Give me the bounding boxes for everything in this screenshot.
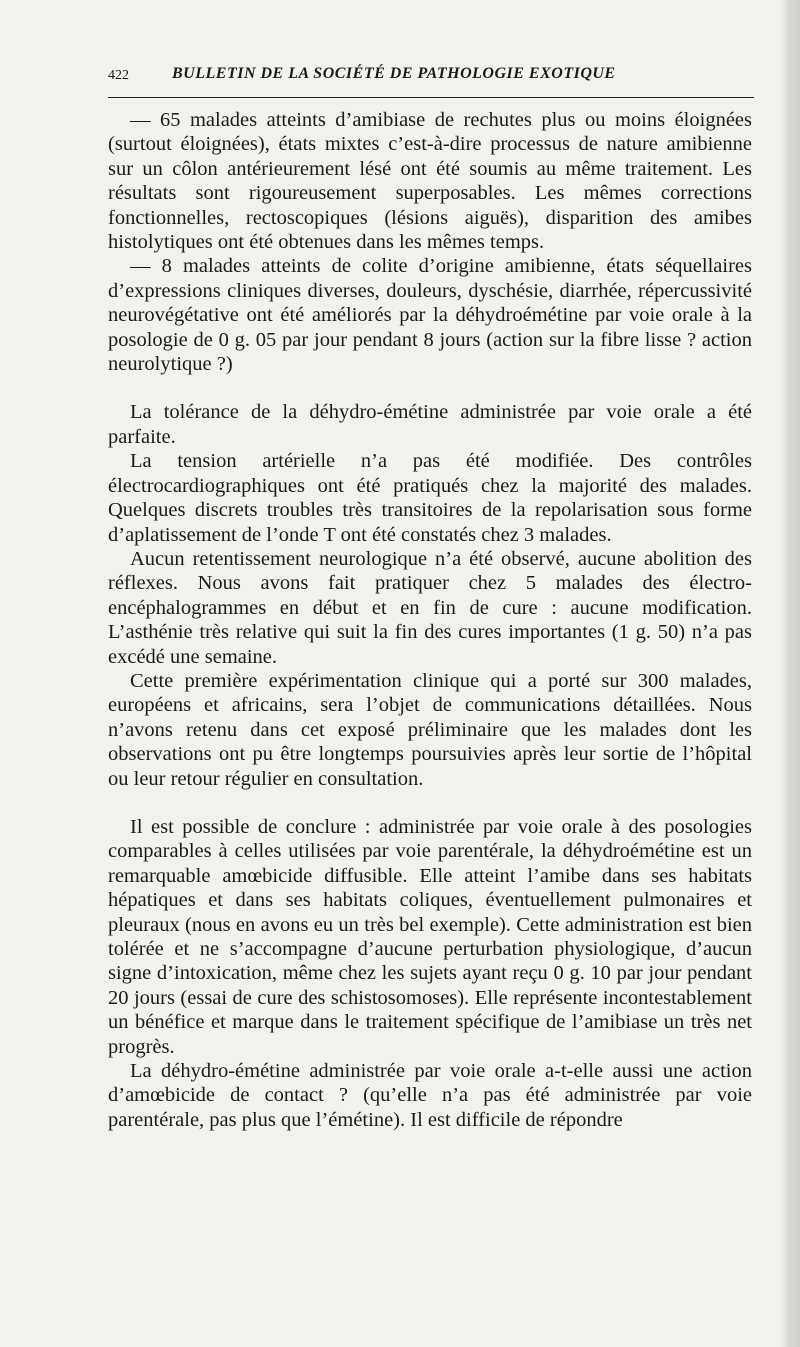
paragraph-tension-arterielle: La tension artérielle n’a pas été modifiée. Des contrôles électrocardiographiques ont été pratiqués chez la majorité des malades. Quelques discrets troubles très transitoires de la repolarisation sous forme d’aplatissement de l’onde T ont été constatés chez 3 malades.	[108, 450, 752, 546]
paragraph-conclusion: Il est possible de conclure : administrée par voie orale à des posologies comparables à celles utilisées par voie parentérale, la déhydroémétine est un remarquable amœbicide diffusible. Elle atteint l’amibe dans ses habitats hépatiques et dans ses habitats coliques, éventuellement pulmonaires et pleuraux (nous en avons eu un très bel exemple). Cette administration est bien tolérée et ne s’accompagne d’aucune perturbation physiologique, d’aucun signe d’intoxication, même chez les sujets ayant reçu 0 g. 10 par jour pendant 20 jours (essai de cure des schistosomoses). Elle représente incontestablement un bénéfice et marque dans le traitement spécifique de l’amibiase un très net progrès.	[108, 815, 752, 1058]
body-text	[108, 108, 752, 1132]
paragraph-action-contact: La déhydro-émétine administrée par voie orale a-t-elle aussi une action d’amœbicide de contact ? (qu’elle n’a pas été administrée par voie parentérale, pas plus que l’émétine). Il est difficile de répondre	[108, 1060, 752, 1131]
paragraph-experimentation: Cette première expérimentation clinique qui a porté sur 300 malades, européens et africains, sera l’objet de communications détaillées. Nous n’avons retenu dans cet exposé préliminaire que les malades dont les observations ont pu être longtemps poursuivies après leur sortie de l’hôpital ou leur retour régulier en consultation.	[108, 669, 752, 790]
page-header	[108, 64, 754, 90]
page-spine-shadow	[780, 0, 800, 1347]
paragraph-65-malades: — 65 malades atteints d’amibiase de rechutes plus ou moins éloignées (surtout éloignées), états mixtes c’est-à-dire processus de nature amibienne sur un côlon antérieurement lésé ont été soumis au même traitement. Les résultats sont rigoureusement superposables. Les mêmes corrections fonctionnelles, rectoscopiques (lésions aiguës), disparition des amibes histolytiques ont été obtenues dans les mêmes temps.	[108, 109, 752, 254]
header-rule	[108, 97, 754, 98]
page-number: 422	[108, 68, 129, 83]
running-title: BULLETIN DE LA SOCIÉTÉ DE PATHOLOGIE EXOTIQUE	[172, 65, 616, 82]
paragraph-retentissement-neurologique: Aucun retentissement neurologique n’a été observé, aucune abolition des réflexes. Nous avons fait pratiquer chez 5 malades des électro-encéphalogrammes en début et en fin de cure : aucune modification. L’asthénie très relative qui suit la fin des cures importantes (1 g. 50) n’a pas excédé une semaine.	[108, 547, 752, 668]
paragraph-tolerance: La tolérance de la déhydro-émétine administrée par voie orale a été parfaite.	[108, 401, 752, 448]
paragraph-8-malades: — 8 malades atteints de colite d’origine amibienne, états séquellaires d’expressions cliniques diverses, douleurs, dyschésie, diarrhée, répercussivité neurovégétative ont été améliorés par la déhydroémétine par voie orale à la posologie de 0 g. 05 par jour pendant 8 jours (action sur la fibre lisse ? action neurolytique ?)	[108, 255, 752, 376]
